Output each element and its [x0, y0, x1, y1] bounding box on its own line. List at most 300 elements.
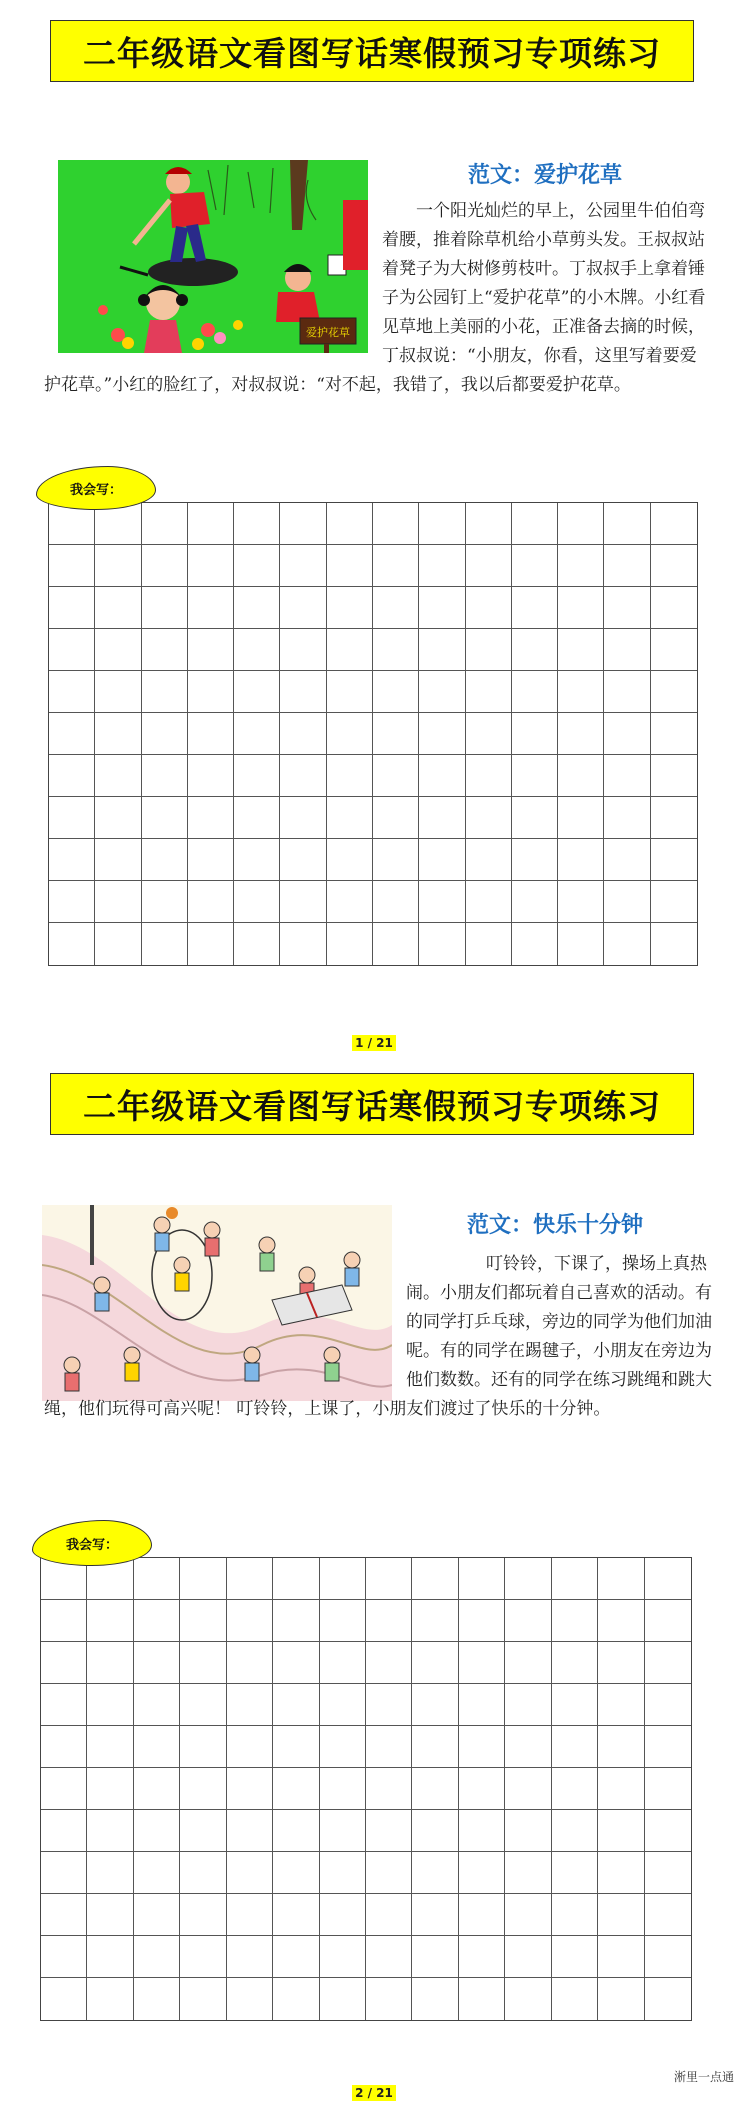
grid-cell[interactable]	[604, 545, 650, 587]
grid-cell[interactable]	[552, 1810, 598, 1852]
grid-cell[interactable]	[651, 671, 697, 713]
grid-cell[interactable]	[466, 671, 512, 713]
grid-cell[interactable]	[366, 1936, 412, 1978]
grid-cell[interactable]	[227, 1558, 273, 1600]
grid-cell[interactable]	[373, 713, 419, 755]
grid-cell[interactable]	[552, 1978, 598, 2020]
grid-cell[interactable]	[366, 1600, 412, 1642]
grid-cell[interactable]	[558, 797, 604, 839]
grid-cell[interactable]	[227, 1684, 273, 1726]
grid-cell[interactable]	[552, 1600, 598, 1642]
grid-cell[interactable]	[234, 587, 280, 629]
grid-cell[interactable]	[505, 1642, 551, 1684]
grid-cell[interactable]	[466, 545, 512, 587]
grid-cell[interactable]	[651, 839, 697, 881]
grid-cell[interactable]	[95, 881, 141, 923]
grid-cell[interactable]	[320, 1642, 366, 1684]
grid-cell[interactable]	[234, 923, 280, 965]
grid-cell[interactable]	[134, 1978, 180, 2020]
grid-cell[interactable]	[505, 1558, 551, 1600]
grid-cell[interactable]	[412, 1684, 458, 1726]
grid-cell[interactable]	[645, 1684, 691, 1726]
grid-cell[interactable]	[227, 1810, 273, 1852]
grid-cell[interactable]	[604, 923, 650, 965]
grid-cell[interactable]	[227, 1642, 273, 1684]
grid-cell[interactable]	[466, 629, 512, 671]
grid-cell[interactable]	[41, 1936, 87, 1978]
grid-cell[interactable]	[412, 1936, 458, 1978]
grid-cell[interactable]	[412, 1768, 458, 1810]
grid-cell[interactable]	[552, 1726, 598, 1768]
grid-cell[interactable]	[327, 713, 373, 755]
grid-cell[interactable]	[552, 1558, 598, 1600]
grid-cell[interactable]	[280, 881, 326, 923]
grid-cell[interactable]	[459, 1936, 505, 1978]
grid-cell[interactable]	[645, 1726, 691, 1768]
grid-cell[interactable]	[412, 1810, 458, 1852]
grid-cell[interactable]	[180, 1768, 226, 1810]
grid-cell[interactable]	[558, 839, 604, 881]
grid-cell[interactable]	[87, 1810, 133, 1852]
grid-cell[interactable]	[49, 923, 95, 965]
grid-cell[interactable]	[234, 839, 280, 881]
grid-cell[interactable]	[273, 1852, 319, 1894]
grid-cell[interactable]	[419, 545, 465, 587]
grid-cell[interactable]	[320, 1978, 366, 2020]
grid-cell[interactable]	[604, 755, 650, 797]
grid-cell[interactable]	[320, 1894, 366, 1936]
grid-cell[interactable]	[95, 797, 141, 839]
grid-cell[interactable]	[598, 1726, 644, 1768]
grid-cell[interactable]	[273, 1600, 319, 1642]
grid-cell[interactable]	[512, 629, 558, 671]
grid-cell[interactable]	[651, 797, 697, 839]
grid-cell[interactable]	[558, 923, 604, 965]
grid-cell[interactable]	[366, 1810, 412, 1852]
grid-cell[interactable]	[41, 1684, 87, 1726]
grid-cell[interactable]	[234, 503, 280, 545]
grid-cell[interactable]	[273, 1642, 319, 1684]
grid-cell[interactable]	[41, 1600, 87, 1642]
grid-cell[interactable]	[134, 1852, 180, 1894]
grid-cell[interactable]	[49, 587, 95, 629]
grid-cell[interactable]	[366, 1894, 412, 1936]
grid-cell[interactable]	[598, 1642, 644, 1684]
grid-cell[interactable]	[373, 587, 419, 629]
grid-cell[interactable]	[234, 755, 280, 797]
grid-cell[interactable]	[41, 1978, 87, 2020]
grid-cell[interactable]	[505, 1684, 551, 1726]
grid-cell[interactable]	[419, 671, 465, 713]
grid-cell[interactable]	[651, 503, 697, 545]
grid-cell[interactable]	[512, 839, 558, 881]
grid-cell[interactable]	[180, 1978, 226, 2020]
grid-cell[interactable]	[373, 503, 419, 545]
grid-cell[interactable]	[645, 1768, 691, 1810]
grid-cell[interactable]	[227, 1894, 273, 1936]
grid-cell[interactable]	[273, 1894, 319, 1936]
grid-cell[interactable]	[512, 881, 558, 923]
grid-cell[interactable]	[459, 1852, 505, 1894]
grid-cell[interactable]	[373, 755, 419, 797]
grid-cell[interactable]	[188, 755, 234, 797]
grid-cell[interactable]	[327, 881, 373, 923]
grid-cell[interactable]	[49, 881, 95, 923]
grid-cell[interactable]	[320, 1810, 366, 1852]
grid-cell[interactable]	[327, 629, 373, 671]
grid-cell[interactable]	[188, 503, 234, 545]
grid-cell[interactable]	[466, 755, 512, 797]
grid-cell[interactable]	[598, 1600, 644, 1642]
grid-cell[interactable]	[327, 797, 373, 839]
grid-cell[interactable]	[373, 545, 419, 587]
grid-cell[interactable]	[142, 881, 188, 923]
grid-cell[interactable]	[280, 797, 326, 839]
grid-cell[interactable]	[227, 1600, 273, 1642]
grid-cell[interactable]	[188, 923, 234, 965]
grid-cell[interactable]	[134, 1810, 180, 1852]
grid-cell[interactable]	[558, 503, 604, 545]
grid-cell[interactable]	[188, 629, 234, 671]
grid-cell[interactable]	[280, 503, 326, 545]
grid-cell[interactable]	[234, 545, 280, 587]
grid-cell[interactable]	[505, 1600, 551, 1642]
grid-cell[interactable]	[558, 671, 604, 713]
grid-cell[interactable]	[95, 713, 141, 755]
grid-cell[interactable]	[505, 1726, 551, 1768]
grid-cell[interactable]	[373, 881, 419, 923]
grid-cell[interactable]	[459, 1558, 505, 1600]
grid-cell[interactable]	[95, 629, 141, 671]
grid-cell[interactable]	[512, 797, 558, 839]
grid-cell[interactable]	[142, 755, 188, 797]
grid-cell[interactable]	[180, 1936, 226, 1978]
grid-cell[interactable]	[645, 1978, 691, 2020]
grid-cell[interactable]	[412, 1642, 458, 1684]
grid-cell[interactable]	[280, 713, 326, 755]
grid-cell[interactable]	[512, 587, 558, 629]
grid-cell[interactable]	[227, 1852, 273, 1894]
grid-cell[interactable]	[645, 1894, 691, 1936]
grid-cell[interactable]	[598, 1936, 644, 1978]
grid-cell[interactable]	[134, 1684, 180, 1726]
grid-cell[interactable]	[227, 1936, 273, 1978]
grid-cell[interactable]	[320, 1936, 366, 1978]
grid-cell[interactable]	[604, 839, 650, 881]
grid-cell[interactable]	[459, 1894, 505, 1936]
grid-cell[interactable]	[87, 1894, 133, 1936]
grid-cell[interactable]	[87, 1936, 133, 1978]
grid-cell[interactable]	[419, 881, 465, 923]
grid-cell[interactable]	[134, 1768, 180, 1810]
grid-cell[interactable]	[180, 1894, 226, 1936]
grid-cell[interactable]	[234, 797, 280, 839]
grid-cell[interactable]	[49, 629, 95, 671]
grid-cell[interactable]	[134, 1936, 180, 1978]
grid-cell[interactable]	[466, 839, 512, 881]
grid-cell[interactable]	[412, 1558, 458, 1600]
grid-cell[interactable]	[234, 671, 280, 713]
grid-cell[interactable]	[598, 1978, 644, 2020]
grid-cell[interactable]	[327, 671, 373, 713]
grid-cell[interactable]	[412, 1978, 458, 2020]
grid-cell[interactable]	[273, 1558, 319, 1600]
grid-cell[interactable]	[142, 587, 188, 629]
grid-cell[interactable]	[366, 1768, 412, 1810]
grid-cell[interactable]	[466, 503, 512, 545]
grid-cell[interactable]	[134, 1894, 180, 1936]
grid-cell[interactable]	[49, 545, 95, 587]
grid-cell[interactable]	[598, 1558, 644, 1600]
grid-cell[interactable]	[373, 671, 419, 713]
grid-cell[interactable]	[651, 713, 697, 755]
grid-cell[interactable]	[552, 1684, 598, 1726]
grid-cell[interactable]	[95, 671, 141, 713]
grid-cell[interactable]	[512, 671, 558, 713]
grid-cell[interactable]	[598, 1768, 644, 1810]
grid-cell[interactable]	[95, 587, 141, 629]
grid-cell[interactable]	[604, 881, 650, 923]
grid-cell[interactable]	[558, 881, 604, 923]
grid-cell[interactable]	[188, 545, 234, 587]
grid-cell[interactable]	[604, 797, 650, 839]
grid-cell[interactable]	[227, 1978, 273, 2020]
grid-cell[interactable]	[419, 797, 465, 839]
grid-cell[interactable]	[327, 755, 373, 797]
grid-cell[interactable]	[142, 629, 188, 671]
grid-cell[interactable]	[651, 755, 697, 797]
grid-cell[interactable]	[273, 1810, 319, 1852]
grid-cell[interactable]	[180, 1684, 226, 1726]
grid-cell[interactable]	[273, 1768, 319, 1810]
grid-cell[interactable]	[41, 1894, 87, 1936]
grid-cell[interactable]	[95, 839, 141, 881]
grid-cell[interactable]	[327, 587, 373, 629]
grid-cell[interactable]	[280, 545, 326, 587]
grid-cell[interactable]	[373, 923, 419, 965]
grid-cell[interactable]	[188, 881, 234, 923]
grid-cell[interactable]	[558, 755, 604, 797]
grid-cell[interactable]	[412, 1852, 458, 1894]
grid-cell[interactable]	[459, 1642, 505, 1684]
grid-cell[interactable]	[419, 923, 465, 965]
grid-cell[interactable]	[558, 629, 604, 671]
grid-cell[interactable]	[180, 1600, 226, 1642]
grid-cell[interactable]	[512, 503, 558, 545]
grid-cell[interactable]	[645, 1852, 691, 1894]
grid-cell[interactable]	[142, 503, 188, 545]
grid-cell[interactable]	[280, 587, 326, 629]
grid-cell[interactable]	[604, 671, 650, 713]
grid-cell[interactable]	[645, 1642, 691, 1684]
grid-cell[interactable]	[188, 671, 234, 713]
grid-cell[interactable]	[466, 881, 512, 923]
grid-cell[interactable]	[234, 713, 280, 755]
grid-cell[interactable]	[505, 1852, 551, 1894]
grid-cell[interactable]	[227, 1726, 273, 1768]
grid-cell[interactable]	[320, 1726, 366, 1768]
grid-cell[interactable]	[651, 881, 697, 923]
grid-cell[interactable]	[320, 1600, 366, 1642]
grid-cell[interactable]	[466, 797, 512, 839]
grid-cell[interactable]	[280, 671, 326, 713]
grid-cell[interactable]	[134, 1726, 180, 1768]
grid-cell[interactable]	[419, 713, 465, 755]
grid-cell[interactable]	[41, 1852, 87, 1894]
grid-cell[interactable]	[651, 923, 697, 965]
grid-cell[interactable]	[87, 1978, 133, 2020]
grid-cell[interactable]	[505, 1936, 551, 1978]
grid-cell[interactable]	[412, 1894, 458, 1936]
grid-cell[interactable]	[366, 1684, 412, 1726]
grid-cell[interactable]	[273, 1936, 319, 1978]
grid-cell[interactable]	[142, 671, 188, 713]
grid-cell[interactable]	[558, 587, 604, 629]
grid-cell[interactable]	[552, 1768, 598, 1810]
grid-cell[interactable]	[366, 1558, 412, 1600]
grid-cell[interactable]	[604, 587, 650, 629]
grid-cell[interactable]	[87, 1768, 133, 1810]
grid-cell[interactable]	[327, 923, 373, 965]
grid-cell[interactable]	[41, 1726, 87, 1768]
grid-cell[interactable]	[645, 1810, 691, 1852]
grid-cell[interactable]	[552, 1852, 598, 1894]
grid-cell[interactable]	[552, 1936, 598, 1978]
grid-cell[interactable]	[552, 1894, 598, 1936]
writing-grid[interactable]	[40, 1557, 692, 2021]
grid-cell[interactable]	[373, 797, 419, 839]
grid-cell[interactable]	[505, 1768, 551, 1810]
grid-cell[interactable]	[373, 839, 419, 881]
grid-cell[interactable]	[512, 755, 558, 797]
grid-cell[interactable]	[180, 1852, 226, 1894]
grid-cell[interactable]	[645, 1558, 691, 1600]
grid-cell[interactable]	[280, 629, 326, 671]
grid-cell[interactable]	[234, 629, 280, 671]
grid-cell[interactable]	[419, 629, 465, 671]
grid-cell[interactable]	[188, 839, 234, 881]
grid-cell[interactable]	[419, 839, 465, 881]
grid-cell[interactable]	[320, 1684, 366, 1726]
grid-cell[interactable]	[180, 1810, 226, 1852]
grid-cell[interactable]	[41, 1768, 87, 1810]
grid-cell[interactable]	[273, 1726, 319, 1768]
grid-cell[interactable]	[49, 839, 95, 881]
grid-cell[interactable]	[41, 1642, 87, 1684]
grid-cell[interactable]	[234, 881, 280, 923]
grid-cell[interactable]	[49, 797, 95, 839]
grid-cell[interactable]	[604, 503, 650, 545]
grid-cell[interactable]	[320, 1558, 366, 1600]
grid-cell[interactable]	[552, 1642, 598, 1684]
grid-cell[interactable]	[188, 587, 234, 629]
grid-cell[interactable]	[512, 923, 558, 965]
grid-cell[interactable]	[95, 755, 141, 797]
grid-cell[interactable]	[87, 1642, 133, 1684]
grid-cell[interactable]	[327, 839, 373, 881]
grid-cell[interactable]	[49, 755, 95, 797]
grid-cell[interactable]	[598, 1810, 644, 1852]
writing-grid[interactable]	[48, 502, 698, 966]
grid-cell[interactable]	[327, 503, 373, 545]
grid-cell[interactable]	[188, 713, 234, 755]
grid-cell[interactable]	[651, 629, 697, 671]
grid-cell[interactable]	[180, 1558, 226, 1600]
grid-cell[interactable]	[95, 545, 141, 587]
grid-cell[interactable]	[459, 1684, 505, 1726]
grid-cell[interactable]	[459, 1810, 505, 1852]
grid-cell[interactable]	[604, 629, 650, 671]
grid-cell[interactable]	[604, 713, 650, 755]
grid-cell[interactable]	[419, 587, 465, 629]
grid-cell[interactable]	[505, 1978, 551, 2020]
grid-cell[interactable]	[419, 503, 465, 545]
grid-cell[interactable]	[459, 1600, 505, 1642]
grid-cell[interactable]	[645, 1936, 691, 1978]
grid-cell[interactable]	[320, 1852, 366, 1894]
grid-cell[interactable]	[180, 1726, 226, 1768]
grid-cell[interactable]	[412, 1726, 458, 1768]
grid-cell[interactable]	[142, 713, 188, 755]
grid-cell[interactable]	[598, 1894, 644, 1936]
grid-cell[interactable]	[188, 797, 234, 839]
grid-cell[interactable]	[366, 1978, 412, 2020]
grid-cell[interactable]	[466, 713, 512, 755]
grid-cell[interactable]	[273, 1684, 319, 1726]
grid-cell[interactable]	[87, 1684, 133, 1726]
grid-cell[interactable]	[466, 587, 512, 629]
grid-cell[interactable]	[651, 545, 697, 587]
grid-cell[interactable]	[505, 1810, 551, 1852]
grid-cell[interactable]	[651, 587, 697, 629]
grid-cell[interactable]	[227, 1768, 273, 1810]
grid-cell[interactable]	[459, 1768, 505, 1810]
grid-cell[interactable]	[598, 1684, 644, 1726]
grid-cell[interactable]	[558, 545, 604, 587]
grid-cell[interactable]	[412, 1600, 458, 1642]
grid-cell[interactable]	[134, 1558, 180, 1600]
grid-cell[interactable]	[366, 1852, 412, 1894]
grid-cell[interactable]	[505, 1894, 551, 1936]
grid-cell[interactable]	[459, 1978, 505, 2020]
grid-cell[interactable]	[49, 713, 95, 755]
grid-cell[interactable]	[459, 1726, 505, 1768]
grid-cell[interactable]	[280, 923, 326, 965]
grid-cell[interactable]	[280, 839, 326, 881]
grid-cell[interactable]	[142, 797, 188, 839]
grid-cell[interactable]	[95, 923, 141, 965]
grid-cell[interactable]	[87, 1726, 133, 1768]
grid-cell[interactable]	[466, 923, 512, 965]
grid-cell[interactable]	[366, 1642, 412, 1684]
grid-cell[interactable]	[87, 1600, 133, 1642]
grid-cell[interactable]	[41, 1810, 87, 1852]
grid-cell[interactable]	[373, 629, 419, 671]
grid-cell[interactable]	[512, 545, 558, 587]
grid-cell[interactable]	[87, 1852, 133, 1894]
grid-cell[interactable]	[142, 839, 188, 881]
grid-cell[interactable]	[134, 1600, 180, 1642]
grid-cell[interactable]	[49, 671, 95, 713]
grid-cell[interactable]	[645, 1600, 691, 1642]
grid-cell[interactable]	[598, 1852, 644, 1894]
grid-cell[interactable]	[558, 713, 604, 755]
grid-cell[interactable]	[419, 755, 465, 797]
grid-cell[interactable]	[134, 1642, 180, 1684]
grid-cell[interactable]	[512, 713, 558, 755]
grid-cell[interactable]	[180, 1642, 226, 1684]
grid-cell[interactable]	[280, 755, 326, 797]
